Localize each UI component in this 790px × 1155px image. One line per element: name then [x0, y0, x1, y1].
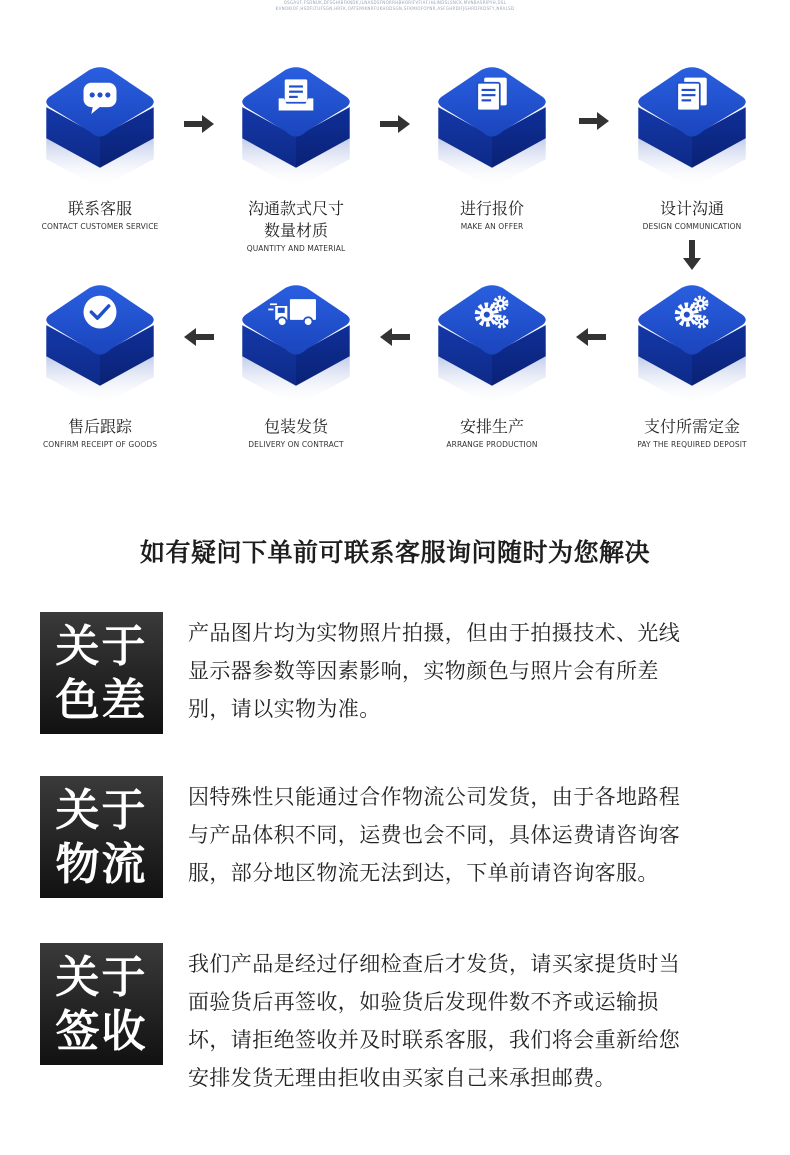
arrow-right-icon — [378, 113, 412, 135]
step-subtitle: MAKE AN OFFER — [460, 222, 524, 231]
notice-receipt — [40, 943, 760, 1103]
notice-line: 面验货后再签收，如验货后发现件数不齐或运输损 — [188, 990, 659, 1014]
step-package-ship — [206, 280, 386, 450]
notice-line: 别，请以实物为准。 — [188, 697, 381, 721]
notice-line: 安排发货无理由拒收由买家自己来承担邮费。 — [188, 1066, 616, 1090]
check-circle-icon — [84, 296, 117, 329]
arrow-left-icon — [182, 326, 216, 348]
step-discuss-specs — [206, 62, 386, 254]
cube-tile — [622, 280, 762, 410]
arrow-right-icon — [577, 110, 611, 132]
notice-line: 因特殊性只能通过合作物流公司发货，由于各地路程 — [188, 785, 681, 809]
notice-color-difference — [40, 612, 760, 737]
badge-line: 关于 — [55, 621, 148, 672]
badge-line: 物流 — [55, 839, 148, 890]
arrow-left-icon — [378, 326, 412, 348]
step-subtitle: CONFIRM RECEIPT OF GOODS — [42, 440, 158, 449]
badge-line: 关于 — [55, 785, 148, 836]
header-fine-print — [0, 0, 790, 12]
notice-line: 坏，请拒绝签收并及时联系客服，我们将会重新给您 — [188, 1028, 681, 1052]
badge-line: 签收 — [55, 1006, 148, 1057]
step-subtitle: ARRANGE PRODUCTION — [446, 440, 538, 449]
step-subtitle: DESIGN COMMUNICATION — [642, 222, 742, 231]
page-headline: 如有疑问下单前可联系客服询问随时为您解决 — [139, 538, 650, 567]
cube-tile — [422, 62, 562, 192]
notice-text — [188, 778, 758, 892]
step-title: 支付所需定金 — [643, 417, 740, 436]
notice-badge — [40, 612, 163, 734]
notice-line: 显示器参数等因素影响，实物颜色与照片会有所差 — [188, 659, 659, 683]
cube-tile — [226, 62, 366, 192]
cube-tile — [30, 62, 170, 192]
step-subtitle: CONTACT CUSTOMER SERVICE — [41, 222, 159, 231]
step-after-sales — [10, 280, 190, 450]
fine-print-line: OSGAUF,FSDNUK,DFSGHIBFKNDK,ILNASDSFNORRHBHORIFVFIAF.IHLINDSLSNCK,MVNBASRIPYH,DSL — [283, 0, 507, 5]
step-subtitle: QUANTITY AND MATERIAL — [246, 244, 346, 253]
arrow-right-icon — [182, 113, 216, 135]
step-make-offer — [402, 62, 582, 232]
notice-text — [188, 614, 758, 728]
step-title: 包装发货 — [263, 417, 328, 436]
step-title: 进行报价 — [459, 199, 524, 218]
step-title: 售后跟踪 — [67, 417, 132, 436]
arrow-down-icon — [681, 238, 703, 272]
notice-line: 服，部分地区物流无法到达，下单前请咨询客服。 — [188, 861, 659, 885]
cube-tile — [226, 280, 366, 410]
badge-line: 色差 — [55, 675, 148, 726]
step-title: 联系客服 — [67, 199, 132, 218]
step-title-line: 沟通款式尺寸 — [247, 199, 344, 218]
fine-print-line: KVNOKIOF,HSDFLTUFSGN,HRFK,OATEMIKNRFUKHODSGN,SFKMIOFOYNR,ASFGHRDIFJGHRDFKDSFY,NRALSD — [275, 6, 515, 11]
step-title: 设计沟通 — [659, 199, 724, 218]
cube-tile — [422, 280, 562, 410]
cube-tile — [622, 62, 762, 192]
notice-line: 产品图片均为实物照片拍摄，但由于拍摄技术、光线 — [188, 621, 681, 645]
step-design-communication — [602, 62, 782, 232]
notice-logistics — [40, 776, 760, 901]
badge-line: 关于 — [55, 952, 148, 1003]
step-subtitle: DELIVERY ON CONTRACT — [248, 440, 344, 449]
step-title-line: 数量材质 — [263, 221, 328, 240]
step-pay-deposit — [602, 280, 782, 450]
notice-text — [188, 945, 758, 1097]
notice-badge — [40, 776, 163, 898]
notice-badge — [40, 943, 163, 1065]
step-title: 安排生产 — [459, 417, 524, 436]
arrow-left-icon — [574, 326, 608, 348]
step-subtitle: PAY THE REQUIRED DEPOSIT — [637, 440, 747, 449]
cube-tile — [30, 280, 170, 410]
step-contact-service — [10, 62, 190, 232]
step-arrange-production — [402, 280, 582, 450]
step-title — [206, 198, 386, 242]
notice-line: 我们产品是经过仔细检查后才发货，请买家提货时当 — [188, 952, 681, 976]
notice-line: 与产品体积不同，运费也会不同，具体运费请咨询客 — [188, 823, 681, 847]
